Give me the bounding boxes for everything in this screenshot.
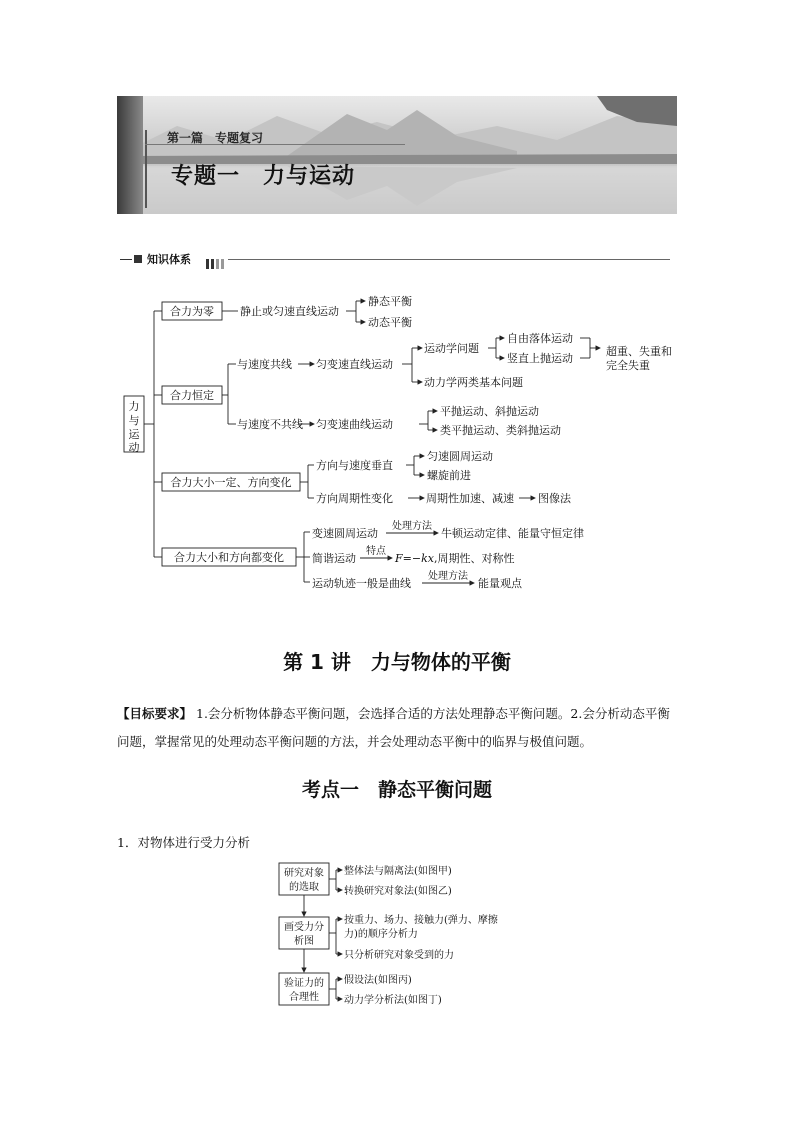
branch-3-label: 合力大小一定、方向变化 [170,476,292,489]
goal-text: 1.会分析物体静态平衡问题，会选择合适的方法处理静态平衡问题。2.会分析动态平衡问题，掌握常见的处理动态平衡问题的方法，并会处理动态平衡中的临界与极值问题。 [117,706,670,749]
header-square-icon [134,255,142,263]
flow-box2-line2: 析图 [294,936,314,947]
b4-row2-start: 简谐运动 [312,552,356,565]
section-header-label: 知识体系 [147,253,191,266]
header-bars-icon [206,254,226,273]
force-analysis-flow [0,855,794,1015]
banner-left-shade [117,96,143,214]
b4-row1-end: 牛顿运动定律、能量守恒定律 [441,527,584,540]
flow-box3-line2: 合理性 [289,992,319,1003]
flow-box1-item-1: 整体法与隔离法(如图甲) [344,866,452,877]
b2-noncollinear: 与速度不共线 [237,418,303,431]
flow-box3-item-2: 动力学分析法(如图丁) [344,995,442,1006]
flow-box2-item-1-cont: 力)的顺序分析力 [344,929,418,940]
lesson-title: 第 1 讲 力与物体的平衡 [283,650,511,674]
b3-periodic: 方向周期性变化 [316,492,393,505]
branch-1-label: 合力为零 [170,305,214,318]
flow-box3-line1: 验证力的 [284,978,324,989]
flow-box1-line1: 研究对象 [284,868,324,879]
flow-box1-item-2: 转换研究对象法(如图乙) [344,886,452,897]
b4-row1-arrow-label: 处理方法 [392,521,432,532]
b2-noncollinear-motion: 匀变速曲线运动 [316,418,393,431]
b4-row3-arrow-label: 处理方法 [428,571,468,582]
b4-row1-start: 变速圆周运动 [312,527,378,540]
header-rule [228,259,670,260]
b2-curve-leaf-1: 平抛运动、斜抛运动 [440,405,539,418]
b2-curve-leaf-2: 类平抛运动、类斜抛运动 [440,424,561,437]
b3-perp-leaf-2: 螺旋前进 [427,469,471,482]
b2-result-line2: 完全失重 [606,359,650,372]
b1-leaf-dynamic: 动态平衡 [368,316,412,329]
b2-vertical-throw: 竖直上抛运动 [507,352,573,365]
flow-box2-item-1: 按重力、场力、接触力(弹力、摩擦 [344,915,498,926]
b4-row3-start: 运动轨迹一般是曲线 [312,577,411,590]
kaodian-title: 考点一 静态平衡问题 [301,779,492,801]
section-header [120,251,670,267]
b3-perp: 方向与速度垂直 [316,459,393,472]
tree-root-char-3: 运 [128,428,140,441]
b4-row2-end: F=−kx,周期性、对称性 [395,552,515,565]
item-1-heading: 1．对物体进行受力分析 [117,835,250,850]
goal-tag: 【目标要求】 [117,706,193,721]
b2-collinear: 与速度共线 [237,358,292,371]
b4-row2-arrow-label: 特点 [366,546,386,557]
banner-vertical-rule [145,130,147,208]
banner-title: 专题一 力与运动 [171,164,356,189]
header-dash [120,259,132,260]
branch-2-label: 合力恒定 [170,389,214,402]
tree-root-char-4: 动 [128,441,140,454]
banner-subtitle: 第一篇 专题复习 [167,131,264,145]
branch-4-label: 合力大小和方向都变化 [174,551,284,564]
b3-periodic-mid: 周期性加速、减速 [426,492,514,505]
flow-box1-line2: 的选取 [289,882,319,893]
b1-leaf-static: 静态平衡 [368,295,412,308]
knowledge-tree [0,285,794,605]
b1-motion: 静止或匀速直线运动 [240,305,339,318]
landscape-picture [117,96,677,214]
b2-result-line1: 超重、失重和 [606,345,672,358]
chapter-banner [117,96,677,214]
tree-root-char-1: 力 [128,400,140,413]
b3-perp-leaf-1: 匀速圆周运动 [427,450,493,463]
tree-root-char-2: 与 [128,414,140,427]
flow-box2-line1: 画受力分 [284,922,324,933]
b2-collinear-motion: 匀变速直线运动 [316,358,393,371]
b3-periodic-end: 图像法 [538,492,571,505]
b4-row3-end: 能量观点 [478,577,522,590]
b2-free-fall: 自由落体运动 [507,332,573,345]
flow-box2-item-2: 只分析研究对象受到的力 [344,950,454,961]
b2-kinematics: 运动学问题 [424,342,479,355]
goal-paragraph [117,700,680,756]
flow-box3-item-1: 假设法(如图丙) [344,975,412,986]
b2-dynamics: 动力学两类基本问题 [424,376,523,389]
